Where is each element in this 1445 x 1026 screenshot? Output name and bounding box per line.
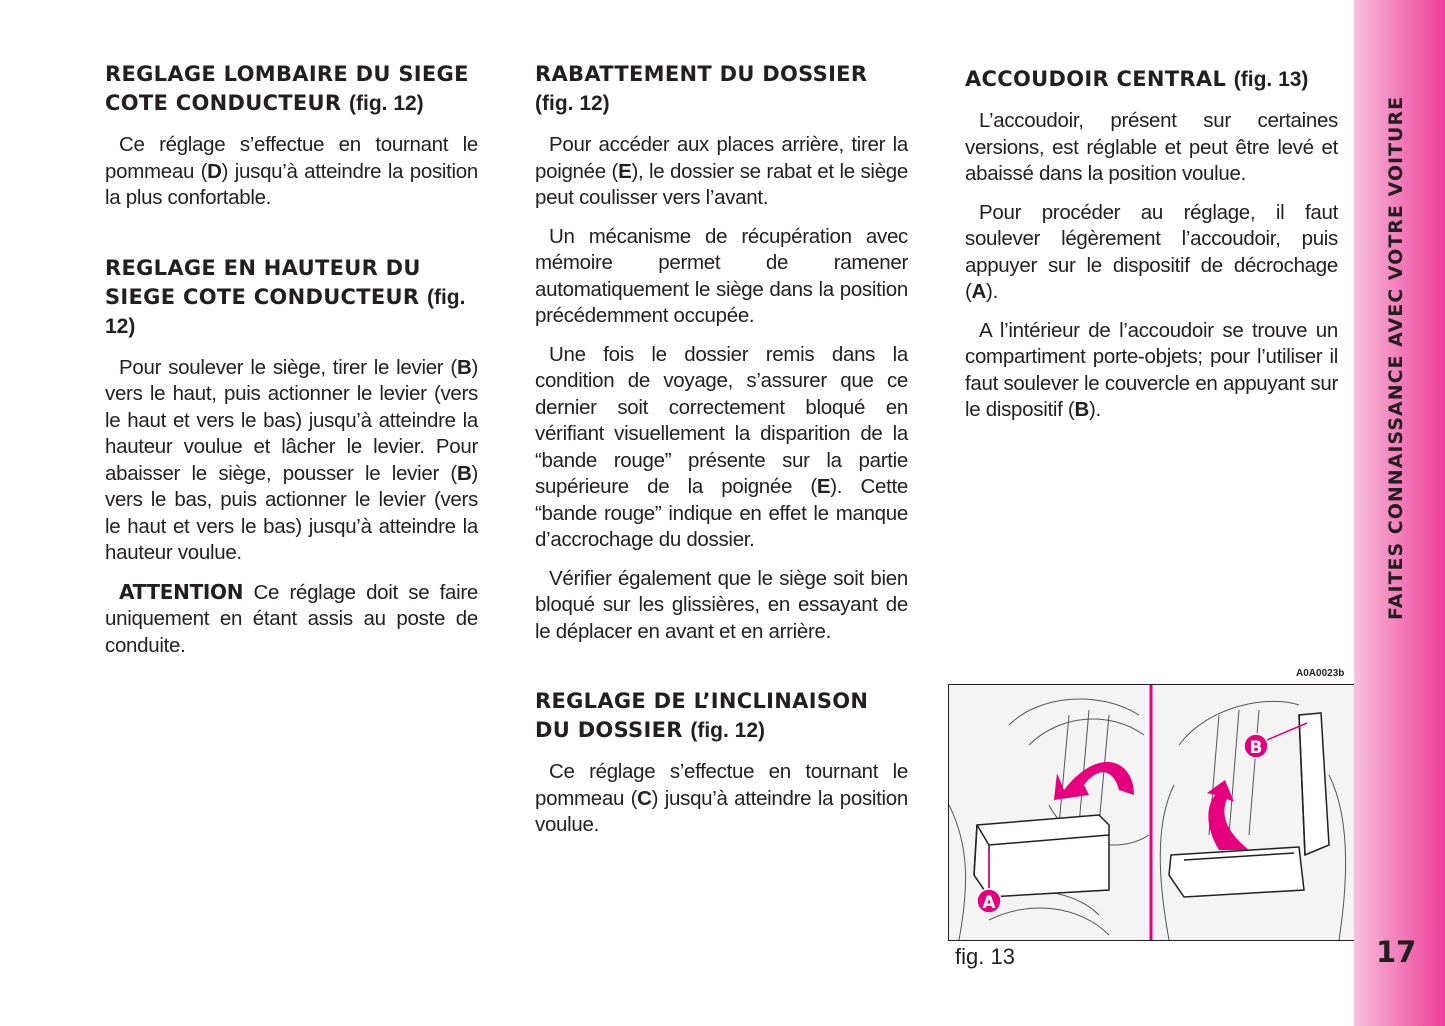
paragraph bbox=[535, 342, 908, 554]
chapter-title: FAITES CONNAISSANCE AVEC VOTRE VOITURE bbox=[1385, 95, 1407, 620]
paragraph bbox=[105, 132, 478, 212]
figure-reference: (fig. 12) bbox=[535, 92, 610, 115]
heading-reglage-inclinaison bbox=[535, 687, 908, 745]
text: Pour procéder au réglage, il faut soulever légèrement l’accoudoir, puis appuyer sur le dispositif de décrochage ( bbox=[965, 200, 1338, 303]
paragraph: Vérifier également que le siège soit bien bloqué sur les glissières, en essayant de le déplacer en avant et en arrière. bbox=[535, 566, 908, 643]
text: A l’intérieur de l’accoudoir se trouve un compartiment porte-objets; pour l’utiliser il faut soulever le couvercle en appuyant sur le dispositif ( bbox=[965, 318, 1338, 421]
heading-reglage-lombaire bbox=[105, 60, 478, 118]
attention-note bbox=[105, 579, 478, 660]
figure-reference: (fig. 12) bbox=[105, 285, 466, 338]
figure-reference: (fig. 12) bbox=[349, 92, 424, 115]
bold-letter: E bbox=[816, 475, 831, 498]
column-2 bbox=[535, 60, 908, 851]
text: ) vers le bas, puis actionner le levier (vers le haut et vers le bas) jusqu’à atteindre la hauteur voulue. bbox=[105, 461, 478, 564]
label-a: A bbox=[982, 893, 996, 913]
label-b: B bbox=[1249, 738, 1263, 758]
text: ), le dossier se rabat et le siège peut coulisser vers l’avant. bbox=[535, 159, 908, 209]
figure-reference: (fig. 12) bbox=[690, 719, 766, 742]
column-3 bbox=[965, 60, 1338, 436]
figure-code: A0A0023b bbox=[1296, 668, 1345, 679]
bold-letter: E bbox=[618, 159, 632, 183]
page-number: 17 bbox=[1376, 935, 1417, 969]
rotate-arrow-icon bbox=[1054, 762, 1134, 800]
attention-label: ATTENTION bbox=[119, 579, 244, 604]
bold-letter: B bbox=[456, 355, 472, 379]
heading-text: REGLAGE DE L’INCLINAISON DU DOSSIER bbox=[535, 689, 869, 742]
paragraph bbox=[105, 355, 478, 567]
paragraph: Un mécanisme de récupération avec mémoire permet de ramener automatiquement le siège dans la position précédemment occupée. bbox=[535, 224, 908, 327]
heading-accoudoir-central bbox=[965, 65, 1338, 94]
heading-text: RABATTEMENT DU DOSSIER bbox=[535, 62, 868, 86]
text: ). Cette “bande rouge” indique en effet le manque d’accrochage du dossier. bbox=[535, 475, 908, 551]
heading-rabattement-dossier bbox=[535, 60, 908, 118]
paragraph bbox=[965, 318, 1338, 424]
heading-text: REGLAGE EN HAUTEUR DU SIEGE COTE CONDUCTEUR bbox=[105, 255, 421, 309]
paragraph bbox=[965, 200, 1338, 306]
text: Pour accéder aux places arrière, tirer la poignée ( bbox=[535, 133, 908, 183]
text: ) jusqu’à atteindre la position voulue. bbox=[535, 786, 908, 836]
armrest-drawing bbox=[949, 685, 1354, 940]
text: Pour soulever le siège, tirer le levier ( bbox=[119, 355, 457, 379]
text: Ce réglage s’effectue en tournant le pommeau ( bbox=[105, 133, 478, 183]
heading-text: ACCOUDOIR CENTRAL bbox=[965, 67, 1227, 91]
bold-letter: B bbox=[456, 461, 472, 485]
bold-letter: D bbox=[207, 159, 222, 183]
heading-text: REGLAGE LOMBAIRE DU SIEGE COTE CONDUCTEUR bbox=[105, 62, 469, 115]
text: Ce réglage s’effectue en tournant le pommeau ( bbox=[535, 760, 908, 810]
paragraph bbox=[535, 132, 908, 212]
text: Ce réglage doit se faire uniquement en étant assis au poste de conduite. bbox=[105, 580, 478, 657]
bold-letter: B bbox=[1074, 398, 1089, 421]
bold-letter: C bbox=[637, 786, 652, 810]
paragraph bbox=[535, 759, 908, 839]
text: ). bbox=[1088, 398, 1101, 421]
paragraph: L’accoudoir, présent sur certaines versions, est réglable et peut être levé et abaissé dans la position voulue. bbox=[965, 109, 1338, 185]
figure-reference: (fig. 13) bbox=[1233, 68, 1309, 91]
text: Une fois le dossier remis dans la condition de voyage, s’assurer que ce dernier soit correctement bloqué en vérifiant visuellement la disparition de la “bande rouge” présente sur la partie supérieure de la poignée ( bbox=[535, 342, 908, 498]
armrest-closed bbox=[974, 815, 1109, 897]
heading-reglage-hauteur bbox=[105, 254, 478, 341]
figure-caption: fig. 13 bbox=[955, 944, 1015, 969]
text: ). bbox=[986, 280, 998, 303]
text: ) jusqu’à atteindre la position la plus confortable. bbox=[105, 159, 478, 209]
bold-letter: A bbox=[971, 280, 987, 303]
armrest-illustration bbox=[948, 684, 1355, 941]
column-1 bbox=[105, 60, 478, 671]
lift-arrow-icon bbox=[1207, 780, 1249, 850]
text: ) vers le haut, puis actionner le levier (vers le haut et vers le bas) jusqu’à atteindre la hauteur voulue et lâcher le levier. Pour abaisser le siège, pousser le levier ( bbox=[105, 355, 478, 485]
